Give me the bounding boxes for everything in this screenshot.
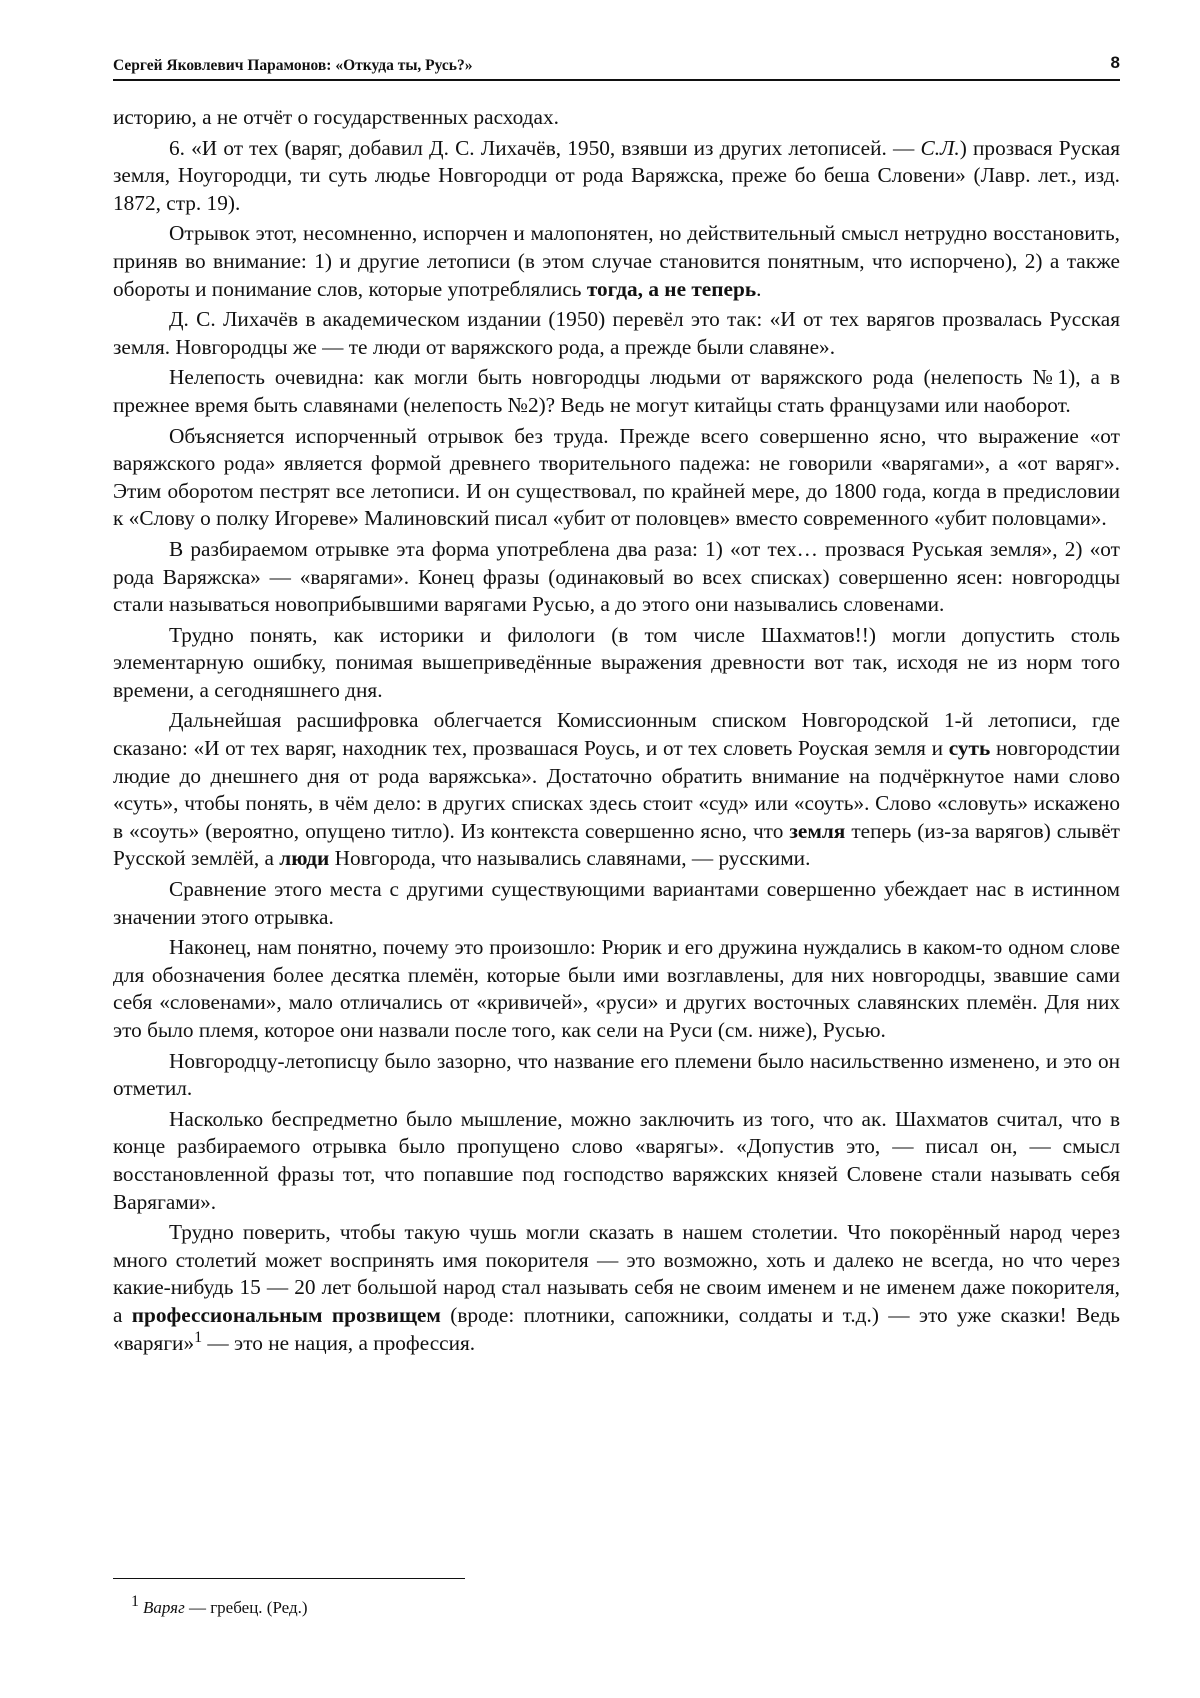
text-run: Трудно понять, как историки и филологи (в том числе Шахматов!!) могли допустить столь элементарную ошибку, понимая вышеприведённые выражения древности вот так, исходя не из норм того времени, а сегодняшнего дня.	[113, 622, 1120, 702]
paragraph	[113, 306, 1120, 361]
text-run: Новгородцу-летописцу было зазорно, что название его племени было насильственно изменено, и это он отметил.	[113, 1048, 1120, 1101]
text-run: .	[756, 276, 762, 301]
text-run: тогда, а не теперь	[586, 276, 757, 301]
paragraph	[113, 934, 1120, 1044]
text-run: Наконец, нам понятно, почему это произошло: Рюрик и его дружина нуждались в каком-то одном слове для обозначения более десятка племён, которые были ими возглавлены, для них новгородцы, звавшие сами себя «словенами», мало отличались от «кривичей», «руси» и других восточных славянских племён. Для них это было племя, которое они назвали после того, как сели на Руси (см. ниже), Русью.	[113, 935, 1120, 1042]
text-run: ) прозвася Руская земля, Ноугородци, ти суть людье Новгородци от рода Варяжска, преже бо беша Словени» (Лавр. лет., изд. 1872, стр. 19).	[113, 135, 1120, 215]
text-run: Объясняется испорченный отрывок без труда. Прежде всего совершенно ясно, что выражение «от варяжского рода» является формой древнего творительного падежа: не говорили «варягами», а «от варяг». Этим оборотом пестрят все летописи. И он существовал, по крайней мере, до 1800 года, когда в предисловии к «Слову о полку Игореве» Малиновский писал «убит от половцев» вместо современного «убит половцами».	[113, 423, 1120, 531]
text-run: профессиональным прозвищем	[131, 1302, 441, 1327]
text-run: Отрывок этот, несомненно, испорчен и малопонятен, но действительный смысл нетрудно восстановить, приняв во внимание: 1) и другие летописи (в этом случае становится понятным, что испорчено), 2) а также обороты и понимание слов, которые употреблялись	[113, 221, 1120, 301]
text-run: Новгорода, что назывались славянами, — русскими.	[329, 846, 811, 871]
text-run: Насколько беспредметно было мышление, можно заключить из того, что ак. Шахматов считал, что в конце разбираемого отрывка было пропущено слово «варягы». «Допустив это, — писал он, — смысл восстановленной фразы тот, что попавшие под господство варяжских князей Словене стали называть себя Варягами».	[113, 1106, 1120, 1214]
paragraph	[113, 536, 1120, 619]
footnote-mark: 1	[131, 1593, 139, 1611]
page-number: 8	[1110, 53, 1120, 72]
text-run: суть	[948, 736, 991, 761]
paragraph	[113, 423, 1120, 533]
paragraph	[113, 1106, 1120, 1216]
text-run: В разбираемом отрывке эта форма употреблена два раза: 1) «от тех… прозвася Руськая земля», 2) «от рода Варяжска» — «варягами». Конец фразы (одинаковый во всех списках) совершенно ясен: новгородцы стали называться новоприбывшими варягами Русью, а до этого они назывались словенами.	[113, 536, 1120, 617]
footnote-ref: 1	[194, 1328, 203, 1346]
body-text	[113, 104, 1120, 1357]
paragraph	[113, 1219, 1120, 1357]
text-run: Дальнейшая расшифровка облегчается Комиссионным списком Новгородской 1-й летописи, где сказано: «И от тех варяг, находник тех, прозвашася Роусь, и от тех словеть Роуская земля и	[113, 708, 1120, 761]
footnote	[131, 1593, 1031, 1619]
text-run: Трудно поверить, чтобы такую чушь могли сказать в нашем столетии. Что покорённый народ через много столетий может воспринять имя покорителя — это возможно, хоть и далеко не всегда, но что через какие-нибудь 15 — 20 лет большой народ стал называть себя не своим именем и не именем даже покорителя, а	[113, 1220, 1120, 1327]
text-run: люди	[279, 846, 330, 871]
text-run: теперь (из-за варягов) слывёт Русской землёй, а	[113, 818, 1120, 871]
text-run: новгородстии людие до днешнего дня от рода варяжська». Достаточно обратить внимание на подчёркнутое нами слово «суть», чтобы понять, в чём дело: в других списках здесь стоит «суд» или «соуть». Слово «словуть» искажено в «соуть» (вероятно, опущено титло). Из контекста совершенно ясно, что	[113, 736, 1120, 843]
footnote-separator	[113, 1578, 465, 1579]
paragraph	[113, 364, 1120, 419]
text-run: С.Л.	[920, 135, 960, 160]
paragraph	[113, 220, 1120, 303]
footnote-text: — гребец. (Ред.)	[184, 1598, 308, 1617]
text-run: — это не нация, а профессия.	[202, 1330, 476, 1355]
paragraph	[113, 104, 1120, 132]
running-header	[113, 55, 1120, 81]
text-run: Нелепость очевидна: как могли быть новгородцы людьми от варяжского рода (нелепость №1), а в прежнее время быть славянами (нелепость №2)? Ведь не могут китайцы стать французами или наоборот.	[113, 365, 1120, 417]
paragraph	[113, 135, 1120, 218]
running-title: Сергей Яковлевич Парамонов: «Откуда ты, Русь?»	[113, 57, 473, 74]
text-run: 6. «И от тех (варяг, добавил Д. С. Лихачёв, 1950, взявши из других летописей. —	[169, 135, 921, 160]
footnote-term: Варяг	[143, 1598, 185, 1617]
text-run: Д. С. Лихачёв в академическом издании (1950) перевёл это так: «И от тех варягов прозвалась Русская земля. Новгородцы же — те люди от варяжского рода, а прежде были славяне».	[113, 307, 1120, 359]
paragraph	[113, 876, 1120, 931]
text-run: (вроде: плотники, сапожники, солдаты и т.д.) — это уже сказки! Ведь «варяги»	[113, 1302, 1120, 1355]
text-run: Сравнение этого места с другими существующими вариантами совершенно убеждает нас в истинном значении этого отрывка.	[113, 877, 1120, 929]
text-run: земля	[789, 818, 846, 843]
paragraph	[113, 622, 1120, 705]
text-run: историю, а не отчёт о государственных расходах.	[113, 105, 559, 129]
paragraph	[113, 1048, 1120, 1103]
paragraph	[113, 707, 1120, 873]
